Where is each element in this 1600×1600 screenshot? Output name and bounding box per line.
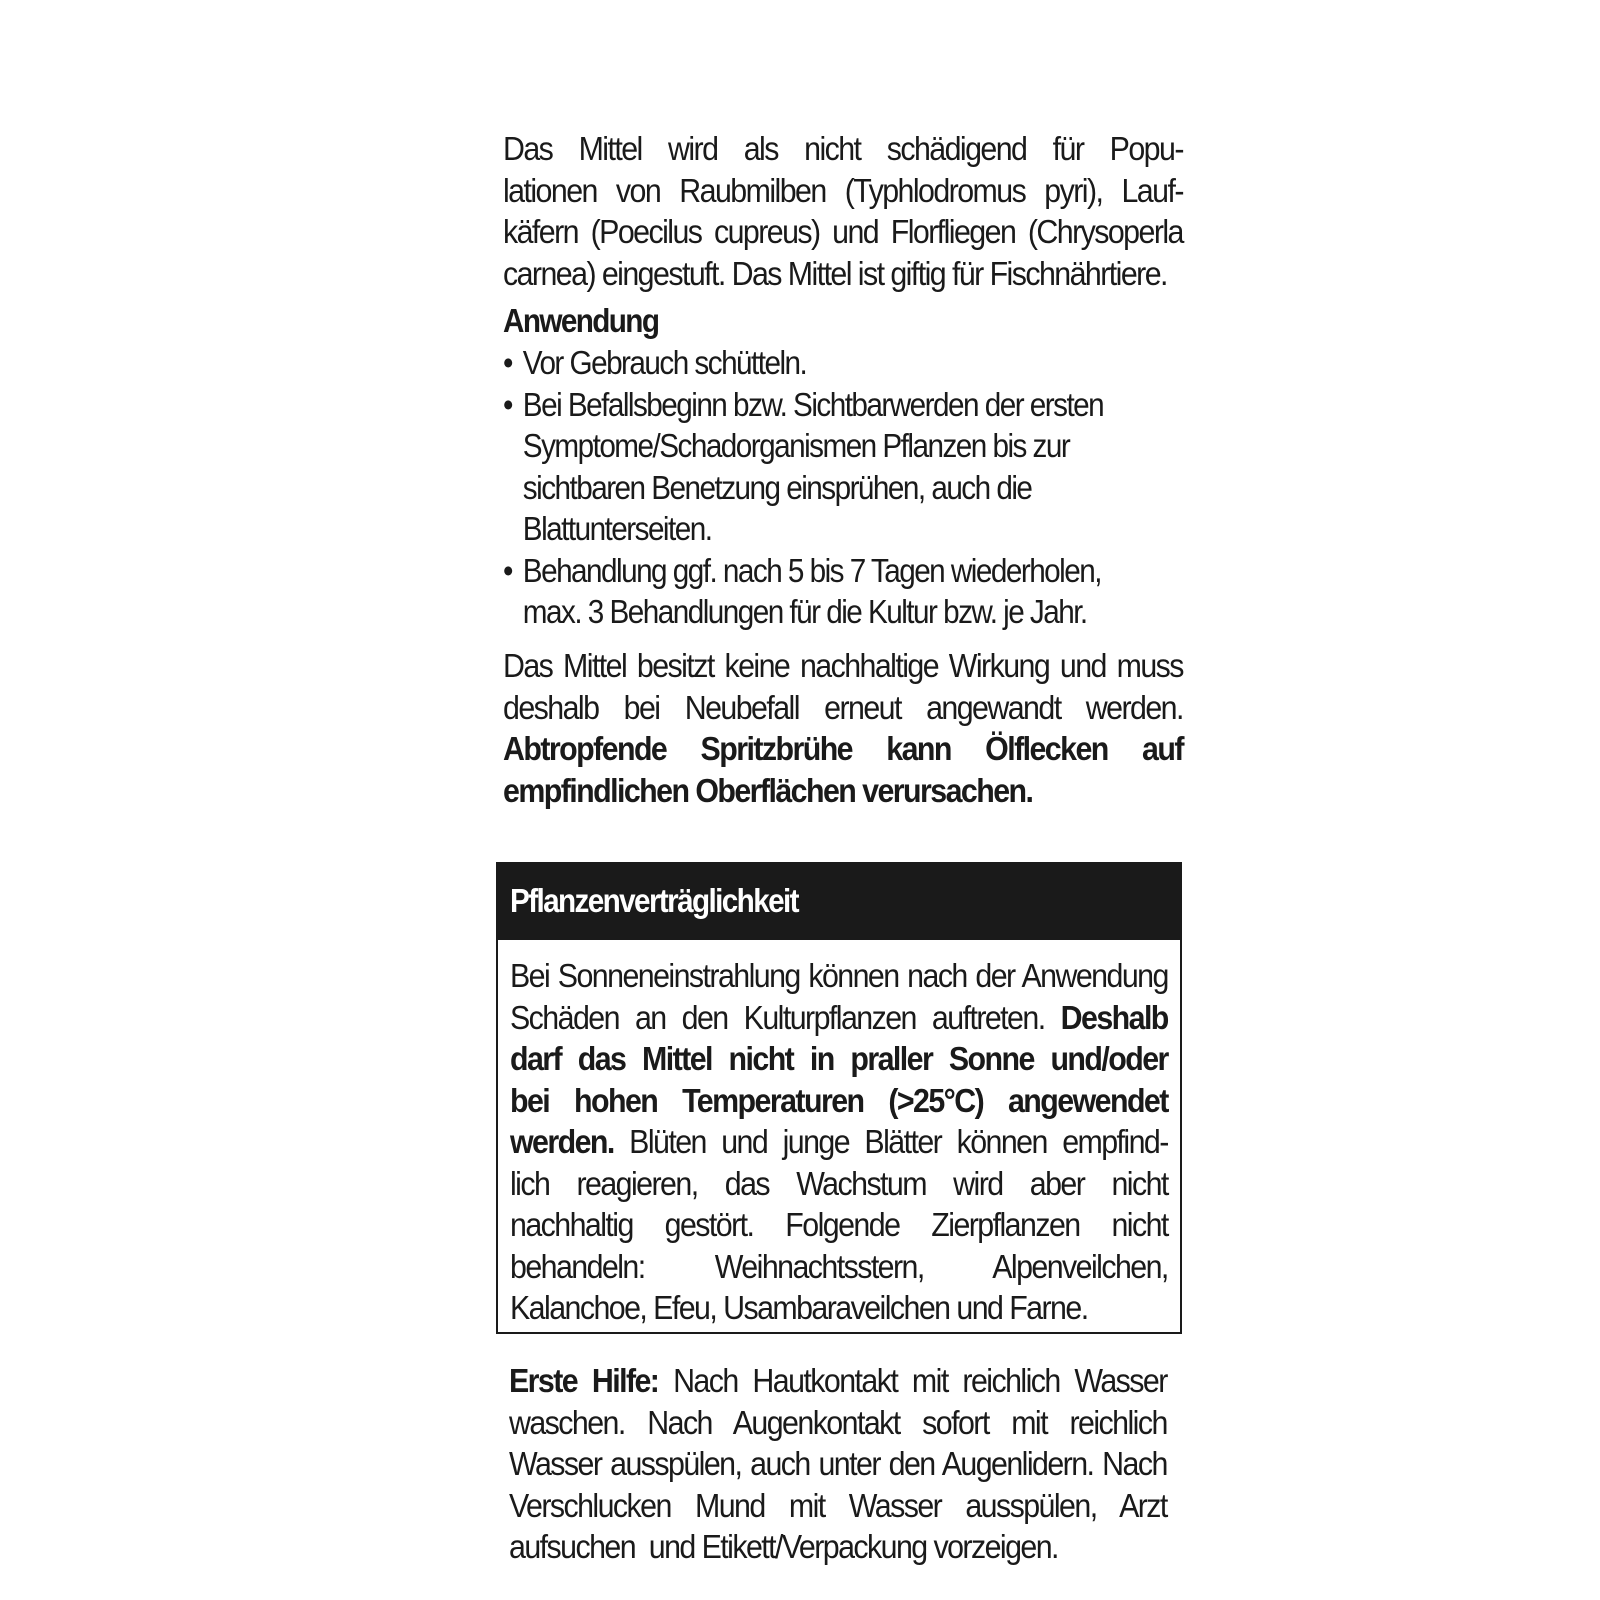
box-title: Pflanzenverträglichkeit — [510, 882, 798, 919]
box-body — [510, 955, 1168, 1329]
bullet-text: sichtbaren Benetzung einsprühen, auch die — [522, 468, 1032, 506]
intro-line: Das Mittel wird als nicht schädigend für Popu- — [503, 130, 1183, 167]
box-line: lich reagieren, das Wachstum wird aber nicht — [510, 1164, 1168, 1202]
box-line: bei hohen Temperaturen (>25°C) angewendet — [510, 1081, 1168, 1119]
first-aid-line — [509, 1360, 1167, 1402]
bullet-text: max. 3 Behandlungen für die Kultur bzw. je Jahr. — [522, 593, 1087, 630]
list-item — [503, 342, 1187, 384]
note-line: Das Mittel besitzt keine nachhaltige Wirkung und muss — [503, 647, 1183, 684]
box-text: Blüten und junge Blätter können empfind- — [613, 1123, 1168, 1160]
bullet-text: Symptome/Schadorganismen Pflanzen bis zur — [522, 427, 1070, 464]
box-bold-text: werden. — [510, 1123, 614, 1160]
bullet-icon: • — [503, 344, 512, 381]
box-line: Bei Sonneneinstrahlung können nach der Anwendung — [510, 957, 1168, 994]
first-aid-line: aufsuchen und Etikett/Verpackung vorzeigen. — [509, 1528, 1058, 1565]
anwendung-heading: Anwendung — [503, 302, 659, 339]
first-aid-line: Verschlucken Mund mit Wasser ausspülen, Arzt — [509, 1486, 1167, 1524]
box-line: Kalanchoe, Efeu, Usambaraveilchen und Farne. — [510, 1289, 1088, 1326]
list-item — [503, 550, 1187, 633]
note-line: deshalb bei Neubefall erneut angewandt werden. — [503, 688, 1183, 726]
plant-compatibility-box — [496, 862, 1182, 1334]
bullet-icon: • — [503, 385, 512, 423]
first-aid-paragraph — [509, 1360, 1167, 1568]
intro-paragraph — [503, 128, 1183, 294]
box-bold-text: Deshalb — [1060, 998, 1168, 1036]
intro-line: käfern (Poecilus cupreus) und Florfliegen (Chrysoperla — [503, 213, 1183, 250]
first-aid-text: Nach Hautkontakt mit reichlich Wasser — [658, 1362, 1167, 1399]
intro-line: lationen von Raubmilben (Typhlodromus pyri), Lauf- — [503, 171, 1183, 209]
box-line: nachhaltig gestört. Folgende Zierpflanzen nicht — [510, 1206, 1168, 1243]
bullet-icon: • — [503, 551, 512, 589]
bullet-text: Behandlung ggf. nach 5 bis 7 Tagen wiederholen, — [522, 551, 1101, 589]
box-text: Schäden an den Kulturpflanzen auftreten. — [510, 998, 1061, 1036]
first-aid-line: Wasser ausspülen, auch unter den Augenlidern. Nach — [509, 1445, 1167, 1482]
first-aid-line: waschen. Nach Augenkontakt sofort mit reichlich — [509, 1403, 1167, 1441]
bullet-text: Blattunterseiten. — [522, 510, 712, 547]
box-line: darf das Mittel nicht in praller Sonne und/oder — [510, 1040, 1168, 1077]
anwendung-list — [503, 342, 1187, 633]
effect-note — [503, 645, 1183, 811]
warning-line: empfindlichen Oberflächen verursachen. — [503, 771, 1033, 809]
box-header — [498, 864, 1180, 940]
list-item — [503, 384, 1187, 550]
first-aid-label: Erste Hilfe: — [509, 1362, 659, 1399]
bullet-text: Bei Befallsbeginn bzw. Sichtbarwerden der ersten — [522, 385, 1104, 423]
box-line — [510, 997, 1168, 1039]
box-line: behandeln: Weihnachtsstern, Alpenveilchen, — [510, 1247, 1168, 1285]
box-line — [510, 1121, 1168, 1163]
bullet-text: Vor Gebrauch schütteln. — [522, 344, 807, 381]
intro-line: carnea) eingestuft. Das Mittel ist giftig für Fischnährtiere. — [503, 254, 1167, 292]
warning-line: Abtropfende Spritzbrühe kann Ölflecken auf — [503, 730, 1183, 767]
